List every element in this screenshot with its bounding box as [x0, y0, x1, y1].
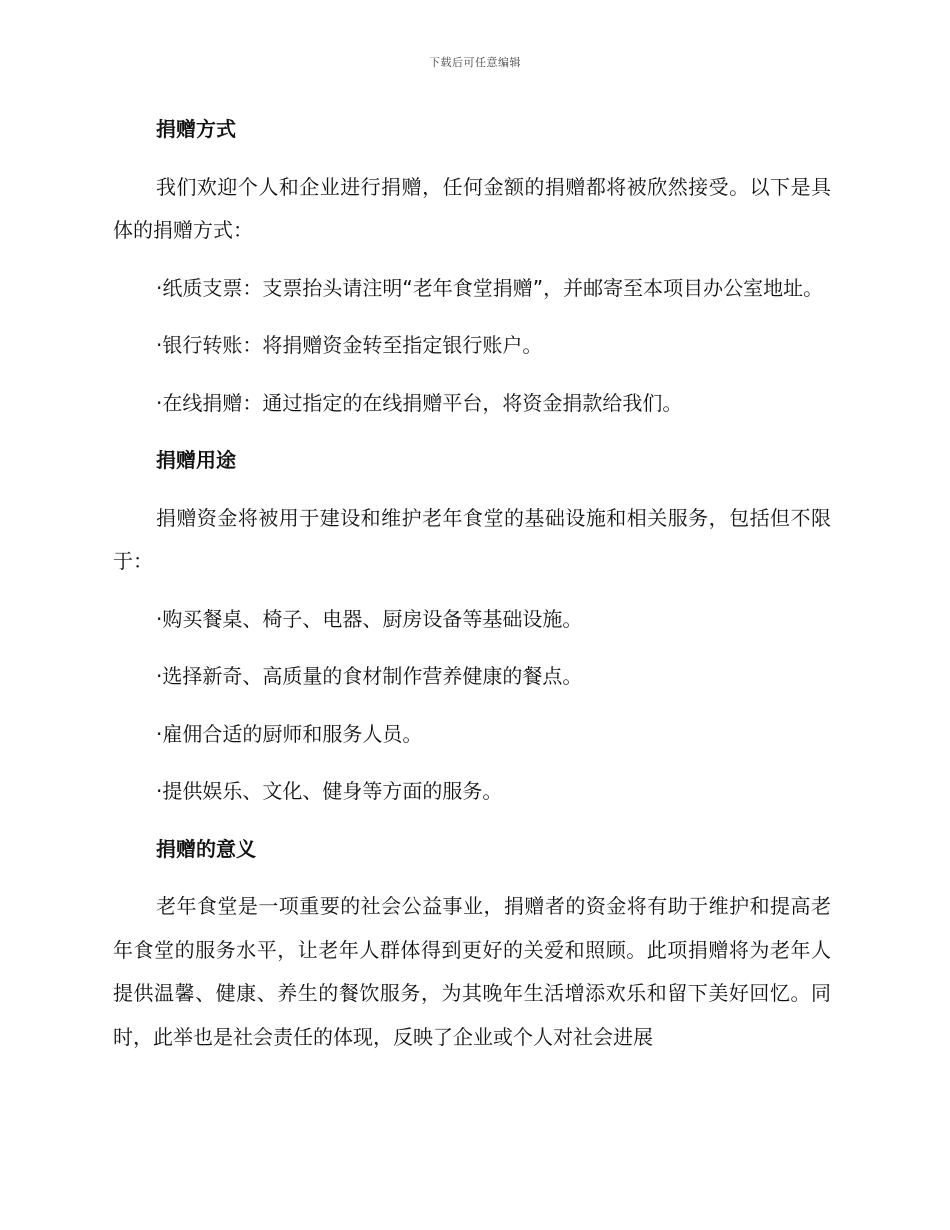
section-heading-donation-meaning: 捐赠的意义	[156, 836, 256, 861]
section-heading-donation-method: 捐赠方式	[156, 117, 236, 141]
list-item: ·选择新奇、高质量的食材制作营养健康的餐点。	[156, 664, 583, 688]
list-item: ·在线捐赠：通过指定的在线捐赠平台，将资金捐款给我们。	[156, 390, 683, 415]
list-item: ·提供娱乐、文化、健身等方面的服务。	[156, 779, 503, 803]
list-item: ·纸质支票：支票抬头请注明“老年食堂捐赠”，并邮寄至本项目办公室地址。	[156, 275, 824, 300]
header-note: 下载后可任意编辑	[429, 56, 521, 69]
donation-method-intro: 我们欢迎个人和企业进行捐赠，任何金额的捐赠都将被欣然接受。以下是具体的捐赠方式：	[113, 174, 831, 242]
list-item: ·雇佣合适的厨师和服务人员。	[156, 721, 423, 746]
list-item: ·购买餐桌、椅子、电器、厨房设备等基础设施。	[156, 606, 583, 631]
donation-usage-intro: 捐赠资金将被用于建设和维护老年食堂的基础设施和相关服务，包括但不限于：	[113, 505, 831, 573]
list-item: ·银行转账：将捐赠资金转至指定银行账户。	[156, 333, 543, 357]
document-body	[113, 108, 831, 1073]
donation-meaning-body: 老年食堂是一项重要的社会公益事业，捐赠者的资金将有助于维护和提高老年食堂的服务水平，让老年人群体得到更好的关爱和照顾。此项捐赠将为老年人提供温馨、健康、养生的餐饮服务，为其晚年生活增添欢乐和留下美好回忆。同时，此举也是社会责任的体现，反映了企业或个人对社会进展	[113, 894, 831, 1049]
section-heading-donation-usage: 捐赠用途	[156, 448, 236, 472]
